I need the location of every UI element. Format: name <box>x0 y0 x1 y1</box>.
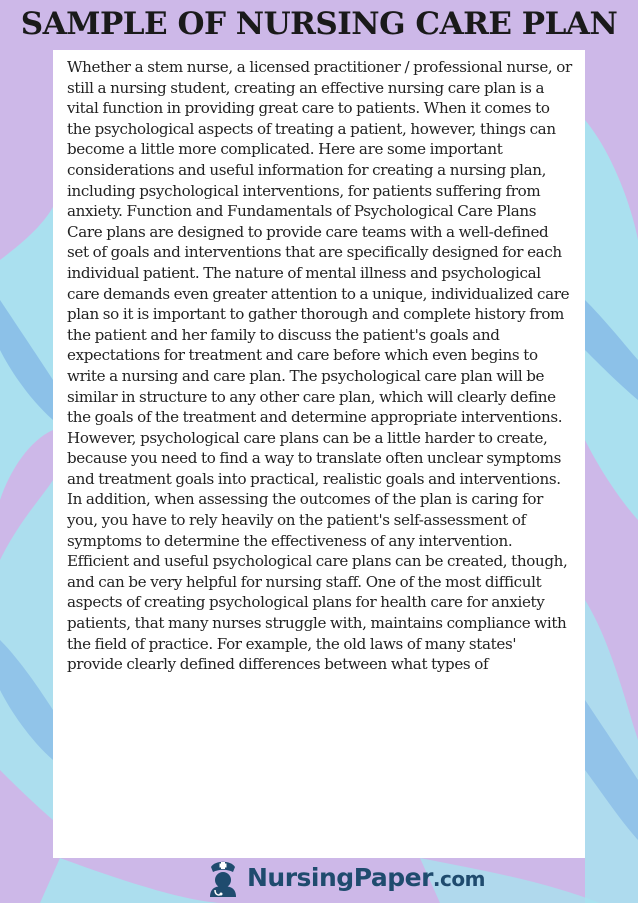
logo-text-nursing: Nursing <box>247 862 354 892</box>
body-paragraph: Whether a stem nurse, a licensed practitioner / professional nurse, or still a nursing student, creating an effective nursing care plan is a vital function in providing great care to patients. When it comes to the psychological aspects of treating a patient, however, things can become a little more complicated. Here are some important considerations and useful information for creating a nursing plan, including psychological interventions, for patients suffering from anxiety. Function and Fundamentals of Psychological Care Plans Care plans are designed to provide care teams with a well-defined set of goals and interventions that are specifically designed for each individual patient. The nature of mental illness and psychological care demands even greater attention to a unique, individualized care plan so it is important to gather thorough and complete history from the patient and her family to discuss the patient's goals and expectations for treatment and care before which even begins to write a nursing and care plan. The psychological care plan will be similar in structure to any other care plan, which will clearly define the goals of the treatment and determine appropriate interventions. However, psychological care plans can be a little harder to create, because you need to find a way to translate often unclear symptoms and treatment goals into practical, realistic goals and interventions. In addition, when assessing the outcomes of the plan is caring for you, you have to rely heavily on the patient's self-assessment of symptoms to determine the effectiveness of any intervention. Efficient and useful psychological care plans can be created, though, and can be very helpful for nursing staff. One of the most difficult aspects of creating psychological plans for health care for anxiety patients, that many nurses struggle with, maintains compliance with the field of practice. For example, the old laws of many states' provide clearly defined differences between what types of <box>67 58 572 674</box>
logo-text-com: .com <box>432 866 485 891</box>
site-logo[interactable] <box>205 855 485 899</box>
nurse-cap-icon <box>205 857 241 897</box>
page-title: SAMPLE OF NURSING CARE PLAN <box>20 6 618 42</box>
logo-text-paper: Paper <box>353 862 433 892</box>
document-page <box>53 50 585 858</box>
logo-wordmark <box>247 863 485 892</box>
